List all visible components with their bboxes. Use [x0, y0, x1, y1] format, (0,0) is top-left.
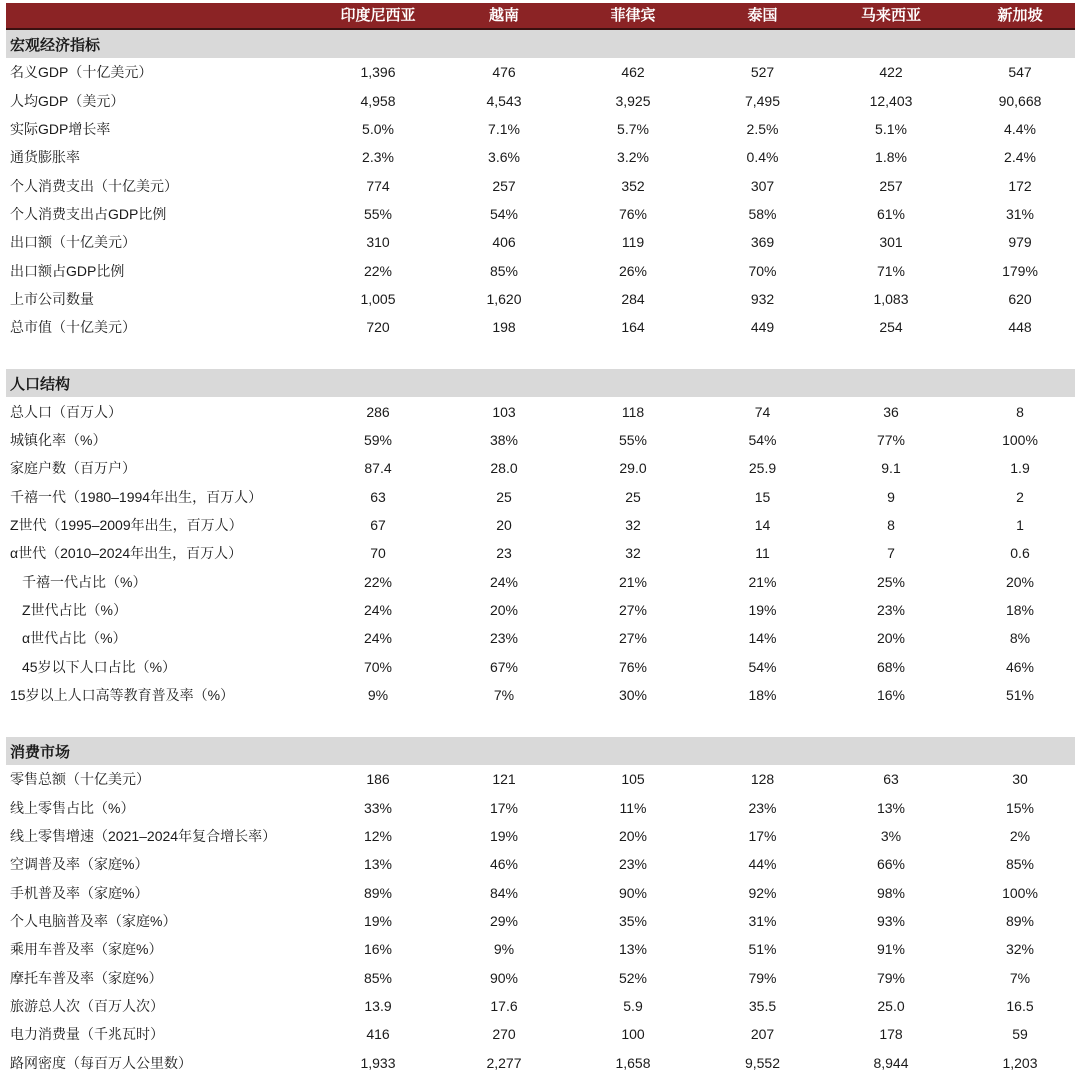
table-row: [6, 58, 1075, 86]
cell-value: 46%: [1005, 658, 1035, 675]
cell-value: 76%: [618, 658, 648, 675]
cell-value: 3,925: [615, 92, 651, 109]
row-label: 千禧一代占比（%）: [22, 573, 147, 590]
cell-value: 186: [366, 771, 390, 788]
table-row: [6, 313, 1075, 341]
cell-value: 7.1%: [488, 120, 520, 137]
cell-value: 932: [750, 290, 775, 307]
cell-value: 15: [754, 488, 771, 505]
cell-value: 79%: [748, 969, 777, 986]
cell-value: 17%: [748, 828, 777, 845]
cell-value: 61%: [876, 205, 906, 222]
cell-value: 71%: [876, 262, 906, 279]
cell-value: 20%: [1005, 573, 1035, 590]
cell-value: 310: [366, 234, 390, 251]
section-header: [6, 30, 1075, 58]
cell-value: 63: [370, 488, 386, 505]
cell-value: 1,620: [486, 290, 522, 307]
cell-value: 85%: [363, 969, 393, 986]
row-label: 电力消费量（千兆瓦时）: [10, 1026, 164, 1043]
cell-value: 14%: [748, 630, 777, 647]
cell-value: 85%: [1005, 856, 1035, 873]
cell-value: 9.1: [881, 460, 901, 477]
cell-value: 527: [750, 64, 775, 81]
cell-value: 90%: [489, 969, 519, 986]
cell-value: 25: [496, 488, 512, 505]
cell-value: 307: [750, 177, 775, 194]
cell-value: 128: [750, 771, 775, 788]
cell-value: 11%: [619, 799, 647, 816]
cell-value: 118: [621, 403, 645, 420]
table-row: [6, 850, 1075, 878]
table-row: [6, 964, 1075, 992]
table-header: [6, 3, 1075, 30]
header-singapore: 新加坡: [997, 7, 1043, 24]
cell-value: 462: [621, 64, 645, 81]
section-title: 人口结构: [10, 375, 71, 393]
cell-value: 178: [879, 1026, 903, 1043]
row-label: 路网密度（每百万人公里数）: [10, 1054, 192, 1071]
cell-value: 24%: [363, 602, 393, 619]
row-label: 15岁以上人口高等教育普及率（%）: [10, 687, 235, 704]
cell-value: 3%: [880, 828, 902, 845]
cell-value: 406: [492, 234, 516, 251]
row-label: 出口额占GDP比例: [10, 262, 125, 279]
cell-value: 63: [883, 771, 899, 788]
cell-value: 55%: [363, 205, 393, 222]
cell-value: 20%: [876, 630, 906, 647]
cell-value: 1,203: [1002, 1054, 1038, 1071]
header-vietnam: 越南: [488, 7, 519, 24]
cell-value: 7: [887, 545, 895, 562]
table-row: [6, 794, 1075, 822]
cell-value: 3.2%: [617, 149, 649, 166]
cell-value: 547: [1008, 64, 1032, 81]
cell-value: 164: [621, 319, 645, 336]
cell-value: 2.4%: [1004, 149, 1036, 166]
row-label: 零售总额（十亿美元）: [10, 771, 150, 788]
cell-value: 9: [887, 488, 895, 505]
cell-value: 24%: [489, 573, 519, 590]
row-label: 出口额（十亿美元）: [10, 234, 136, 251]
header-indonesia: 印度尼西亚: [340, 7, 416, 24]
table-row: [6, 511, 1075, 539]
table-row: [6, 681, 1075, 709]
cell-value: 476: [492, 64, 516, 81]
row-label: 个人消费支出占GDP比例: [10, 205, 167, 222]
table-row: [6, 765, 1075, 793]
cell-value: 15%: [1005, 799, 1035, 816]
cell-value: 27%: [618, 630, 648, 647]
table-row: [6, 86, 1075, 114]
row-label: 总市值（十亿美元）: [10, 319, 136, 336]
cell-value: 91%: [876, 941, 906, 958]
cell-value: 67: [370, 516, 386, 533]
cell-value: 20: [496, 516, 512, 533]
cell-value: 16.5: [1006, 998, 1034, 1015]
row-label: α世代（2010–2024年出生，百万人）: [10, 545, 243, 562]
row-label: 个人消费支出（十亿美元）: [10, 177, 178, 194]
table-row: [6, 426, 1075, 454]
section-title: 宏观经济指标: [10, 36, 101, 54]
header-label-blank: [6, 3, 316, 28]
cell-value: 1: [1016, 516, 1024, 533]
cell-value: 13%: [618, 941, 648, 958]
cell-value: 286: [366, 403, 390, 420]
cell-value: 369: [750, 234, 775, 251]
cell-value: 19%: [489, 828, 519, 845]
cell-value: 24%: [363, 630, 393, 647]
cell-value: 23%: [748, 799, 777, 816]
cell-value: 448: [1008, 319, 1032, 336]
cell-value: 16%: [363, 941, 393, 958]
cell-value: 19%: [748, 602, 777, 619]
table-row: [6, 935, 1075, 963]
cell-value: 0.4%: [746, 149, 779, 166]
cell-value: 30: [1012, 771, 1028, 788]
table-row: [6, 228, 1075, 256]
cell-value: 84%: [489, 884, 519, 901]
table-row: [6, 1020, 1075, 1048]
header-thailand: 泰国: [747, 7, 778, 24]
cell-value: 92%: [748, 884, 777, 901]
cell-value: 26%: [618, 262, 648, 279]
cell-value: 35%: [618, 913, 648, 930]
row-label: Z世代（1995–2009年出生，百万人）: [10, 516, 243, 533]
table-row: [6, 171, 1075, 199]
cell-value: 35.5: [748, 998, 777, 1015]
cell-value: 28.0: [490, 460, 518, 477]
cell-value: 100%: [1002, 884, 1038, 901]
cell-value: 5.1%: [875, 120, 907, 137]
cell-value: 25%: [876, 573, 906, 590]
cell-value: 68%: [876, 658, 906, 675]
cell-value: 620: [1008, 290, 1032, 307]
cell-value: 2%: [1009, 828, 1031, 845]
table-row: [6, 624, 1075, 652]
cell-value: 172: [1008, 177, 1032, 194]
cell-value: 254: [879, 319, 903, 336]
cell-value: 23%: [876, 602, 906, 619]
table-row: [6, 879, 1075, 907]
row-label: 旅游总人次（百万人次）: [10, 998, 164, 1015]
row-label: 乘用车普及率（家庭%）: [10, 941, 163, 958]
cell-value: 31%: [1005, 205, 1035, 222]
section-title: 消费市场: [10, 743, 71, 761]
cell-value: 207: [750, 1026, 775, 1043]
cell-value: 121: [492, 771, 516, 788]
cell-value: 5.0%: [362, 120, 394, 137]
cell-value: 7%: [493, 687, 515, 704]
cell-value: 119: [621, 234, 645, 251]
cell-value: 19%: [363, 913, 393, 930]
cell-value: 5.9: [623, 998, 643, 1015]
cell-value: 54%: [489, 205, 519, 222]
cell-value: 12,403: [869, 92, 913, 109]
cell-value: 70%: [363, 658, 393, 675]
cell-value: 774: [366, 177, 390, 194]
cell-value: 67%: [489, 658, 519, 675]
cell-value: 29.0: [619, 460, 647, 477]
cell-value: 2.3%: [362, 149, 394, 166]
cell-value: 18%: [748, 687, 777, 704]
cell-value: 352: [621, 177, 645, 194]
cell-value: 93%: [876, 913, 906, 930]
cell-value: 100%: [1002, 431, 1038, 448]
cell-value: 25.9: [748, 460, 777, 477]
cell-value: 979: [1008, 234, 1032, 251]
cell-value: 32%: [1005, 941, 1035, 958]
row-label: 名义GDP（十亿美元）: [10, 64, 153, 81]
cell-value: 1.9: [1010, 460, 1030, 477]
cell-value: 1.8%: [875, 149, 907, 166]
cell-value: 89%: [363, 884, 393, 901]
table-row: [6, 143, 1075, 171]
cell-value: 70: [370, 545, 386, 562]
table-row: [6, 115, 1075, 143]
cell-value: 46%: [489, 856, 519, 873]
cell-value: 59%: [363, 431, 393, 448]
table-row: [6, 454, 1075, 482]
header-philippines: 菲律宾: [610, 7, 656, 24]
row-label: 实际GDP增长率: [10, 120, 111, 137]
cell-value: 284: [621, 290, 645, 307]
cell-value: 257: [492, 177, 516, 194]
cell-value: 2,277: [486, 1054, 522, 1071]
table-row: [6, 1049, 1075, 1077]
cell-value: 2.5%: [746, 120, 779, 137]
cell-value: 70%: [748, 262, 777, 279]
cell-value: 25.0: [877, 998, 905, 1015]
table-row: [6, 539, 1075, 567]
cell-value: 1,083: [873, 290, 909, 307]
cell-value: 38%: [489, 431, 519, 448]
cell-value: 25: [625, 488, 641, 505]
cell-value: 52%: [618, 969, 648, 986]
cell-value: 1,933: [360, 1054, 396, 1071]
cell-value: 44%: [748, 856, 777, 873]
section-spacer: [6, 709, 1075, 737]
cell-value: 59: [1012, 1026, 1028, 1043]
cell-value: 13%: [876, 799, 906, 816]
cell-value: 77%: [876, 431, 906, 448]
cell-value: 12%: [363, 828, 393, 845]
table-row: [6, 482, 1075, 510]
cell-value: 32: [625, 516, 641, 533]
cell-value: 1,396: [360, 64, 396, 81]
section-spacer: [6, 341, 1075, 369]
cell-value: 198: [492, 319, 516, 336]
row-label: 家庭户数（百万户）: [10, 460, 136, 477]
row-label: 45岁以下人口占比（%）: [22, 658, 177, 675]
row-label: 线上零售增速（2021–2024年复合增长率）: [10, 828, 277, 845]
cell-value: 8: [1016, 403, 1024, 420]
cell-value: 100: [621, 1026, 645, 1043]
row-label: 人均GDP（美元）: [10, 92, 125, 109]
cell-value: 14: [754, 516, 771, 533]
cell-value: 4,543: [486, 92, 522, 109]
cell-value: 20%: [489, 602, 519, 619]
section-header: [6, 737, 1075, 765]
cell-value: 17%: [489, 799, 519, 816]
cell-value: 103: [492, 403, 516, 420]
cell-value: 55%: [618, 431, 648, 448]
cell-value: 416: [366, 1026, 390, 1043]
cell-value: 4,958: [360, 92, 396, 109]
cell-value: 54%: [748, 658, 777, 675]
cell-value: 58%: [748, 205, 777, 222]
cell-value: 422: [879, 64, 903, 81]
table-row: [6, 200, 1075, 228]
cell-value: 18%: [1005, 602, 1035, 619]
cell-value: 21%: [748, 573, 777, 590]
cell-value: 720: [366, 319, 390, 336]
cell-value: 85%: [489, 262, 519, 279]
row-label: 摩托车普及率（家庭%）: [10, 969, 163, 986]
cell-value: 13.9: [364, 998, 392, 1015]
cell-value: 22%: [363, 262, 393, 279]
row-label: 上市公司数量: [10, 290, 94, 307]
cell-value: 11: [755, 545, 770, 562]
cell-value: 7%: [1009, 969, 1031, 986]
cell-value: 270: [492, 1026, 516, 1043]
row-label: α世代占比（%）: [22, 630, 127, 647]
row-label: 千禧一代（1980–1994年出生，百万人）: [10, 488, 263, 505]
cell-value: 105: [621, 771, 645, 788]
cell-value: 9%: [367, 687, 389, 704]
header-malaysia: 马来西亚: [860, 7, 921, 24]
cell-value: 301: [879, 234, 903, 251]
cell-value: 51%: [1005, 687, 1035, 704]
table-body: [6, 30, 1075, 1077]
cell-value: 74: [754, 403, 771, 420]
cell-value: 449: [750, 319, 775, 336]
row-label: 空调普及率（家庭%）: [10, 856, 149, 873]
cell-value: 51%: [748, 941, 777, 958]
row-label: 通货膨胀率: [10, 149, 80, 166]
cell-value: 79%: [876, 969, 906, 986]
cell-value: 9,552: [744, 1054, 781, 1071]
cell-value: 1,658: [615, 1054, 651, 1071]
row-label: 总人口（百万人）: [10, 403, 122, 420]
cell-value: 66%: [876, 856, 906, 873]
cell-value: 87.4: [364, 460, 392, 477]
table-row: [6, 256, 1075, 284]
row-label: 线上零售占比（%）: [10, 799, 135, 816]
cell-value: 8,944: [873, 1054, 909, 1071]
cell-value: 22%: [363, 573, 393, 590]
cell-value: 8: [887, 516, 895, 533]
cell-value: 2: [1016, 488, 1024, 505]
table-row: [6, 653, 1075, 681]
row-label: 手机普及率（家庭%）: [10, 884, 149, 901]
cell-value: 179%: [1002, 262, 1038, 279]
table-row: [6, 397, 1075, 425]
table-row: [6, 992, 1075, 1020]
cell-value: 20%: [618, 828, 648, 845]
section-header: [6, 369, 1075, 397]
cell-value: 3.6%: [488, 149, 520, 166]
cell-value: 23%: [489, 630, 519, 647]
cell-value: 76%: [618, 205, 648, 222]
cell-value: 90,668: [998, 92, 1042, 109]
cell-value: 27%: [618, 602, 648, 619]
cell-value: 90%: [618, 884, 648, 901]
table-row: [6, 907, 1075, 935]
cell-value: 5.7%: [617, 120, 649, 137]
cell-value: 32: [625, 545, 641, 562]
cell-value: 23: [496, 545, 512, 562]
cell-value: 36: [883, 403, 899, 420]
cell-value: 0.6: [1010, 545, 1030, 562]
cell-value: 54%: [748, 431, 777, 448]
cell-value: 21%: [618, 573, 648, 590]
row-label: 个人电脑普及率（家庭%）: [10, 913, 177, 930]
table-row: [6, 568, 1075, 596]
cell-value: 17.6: [490, 998, 518, 1015]
cell-value: 31%: [748, 913, 777, 930]
row-label: Z世代占比（%）: [22, 602, 127, 619]
cell-value: 98%: [876, 884, 906, 901]
cell-value: 23%: [618, 856, 648, 873]
row-label: 城镇化率（%）: [10, 431, 107, 448]
cell-value: 33%: [363, 799, 393, 816]
cell-value: 30%: [618, 687, 648, 704]
cell-value: 29%: [489, 913, 519, 930]
cell-value: 4.4%: [1004, 120, 1036, 137]
table-row: [6, 596, 1075, 624]
cell-value: 16%: [876, 687, 906, 704]
cell-value: 8%: [1009, 630, 1031, 647]
cell-value: 7,495: [744, 92, 781, 109]
cell-value: 1,005: [360, 290, 396, 307]
cell-value: 257: [879, 177, 903, 194]
table-row: [6, 822, 1075, 850]
cell-value: 13%: [363, 856, 393, 873]
cell-value: 89%: [1005, 913, 1035, 930]
table-row: [6, 285, 1075, 313]
country-comparison-table: [6, 3, 1075, 1077]
cell-value: 9%: [493, 941, 515, 958]
